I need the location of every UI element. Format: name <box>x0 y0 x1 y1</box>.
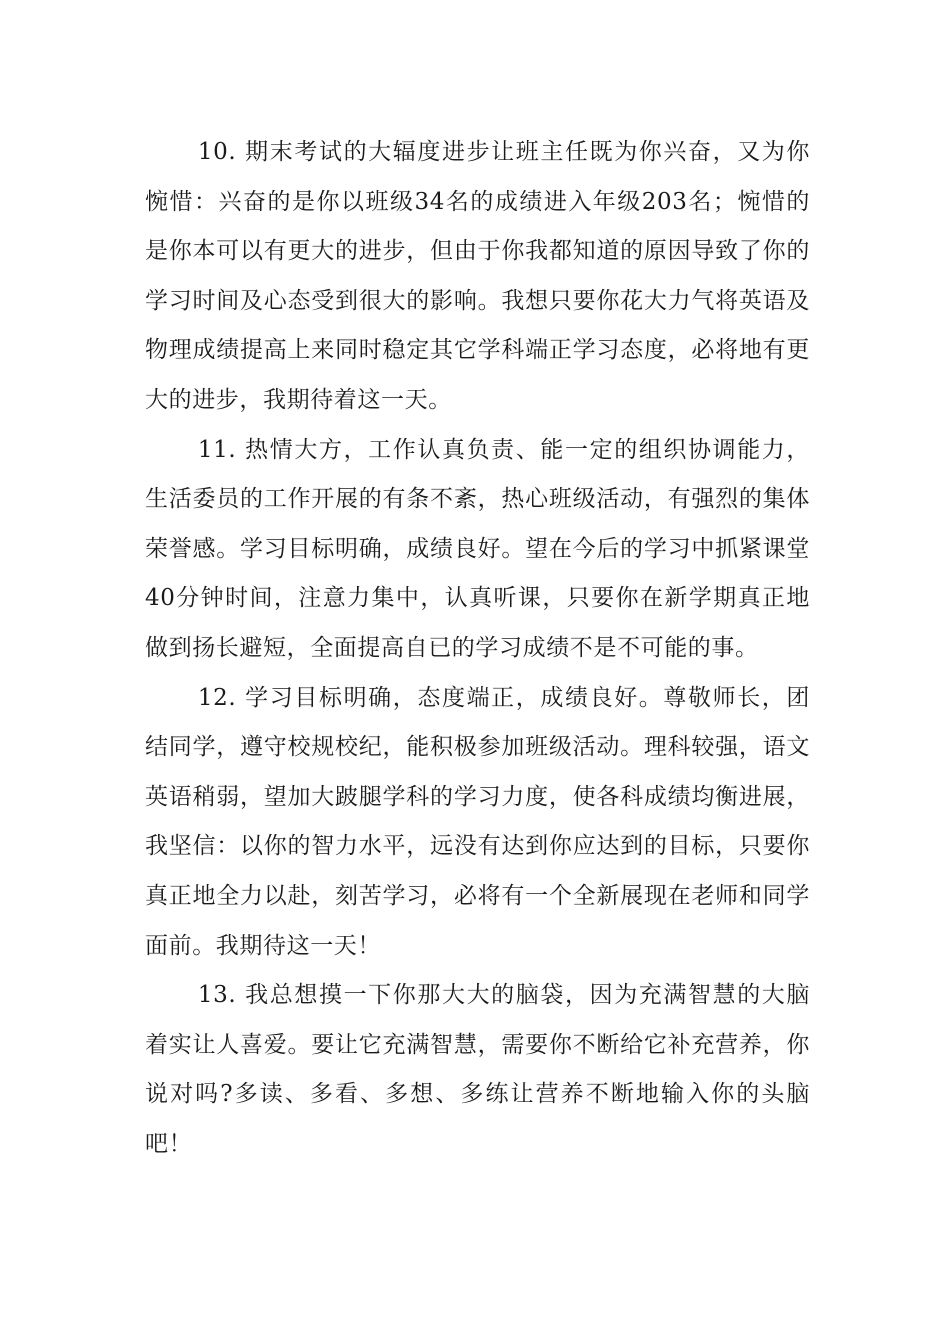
document-body <box>145 128 810 1169</box>
paragraph-10: 10. 期末考试的大辐度进步让班主任既为你兴奋，又为你惋惜：兴奋的是你以班级34名的成绩进入年级203名；惋惜的是你本可以有更大的进步，但由于你我都知道的原因导致了你的学习时间及心态受到很大的影响。我想只要你花大力气将英语及物理成绩提高上来同时稳定其它学科端正学习态度，必将地有更大的进步，我期待着这一天。 <box>145 139 810 413</box>
paragraph-13: 13. 我总想摸一下你那大大的脑袋，因为充满智慧的大脑着实让人喜爱。要让它充满智慧，需要你不断给它补充营养，你说对吗?多读、多看、多想、多练让营养不断地输入你的头脑吧！ <box>145 982 810 1157</box>
paragraph-12: 12. 学习目标明确，态度端正，成绩良好。尊敬师长，团结同学，遵守校规校纪，能积极参加班级活动。理科较强，语文英语稍弱，望加大跛腿学科的学习力度，使各科成绩均衡进展，我坚信：以你的智力水平，远没有达到你应达到的目标，只要你真正地全力以赴，刻苦学习，必将有一个全新展现在老师和同学面前。我期待这一天！ <box>145 684 810 959</box>
paragraph-11: 11. 热情大方，工作认真负责、能一定的组织协调能力，生活委员的工作开展的有条不紊，热心班级活动，有强烈的集体荣誉感。学习目标明确，成绩良好。望在今后的学习中抓紧课堂40分钟时间，注意力集中，认真听课，只要你在新学期真正地做到扬长避短，全面提高自已的学习成绩不是不可能的事。 <box>145 436 810 661</box>
